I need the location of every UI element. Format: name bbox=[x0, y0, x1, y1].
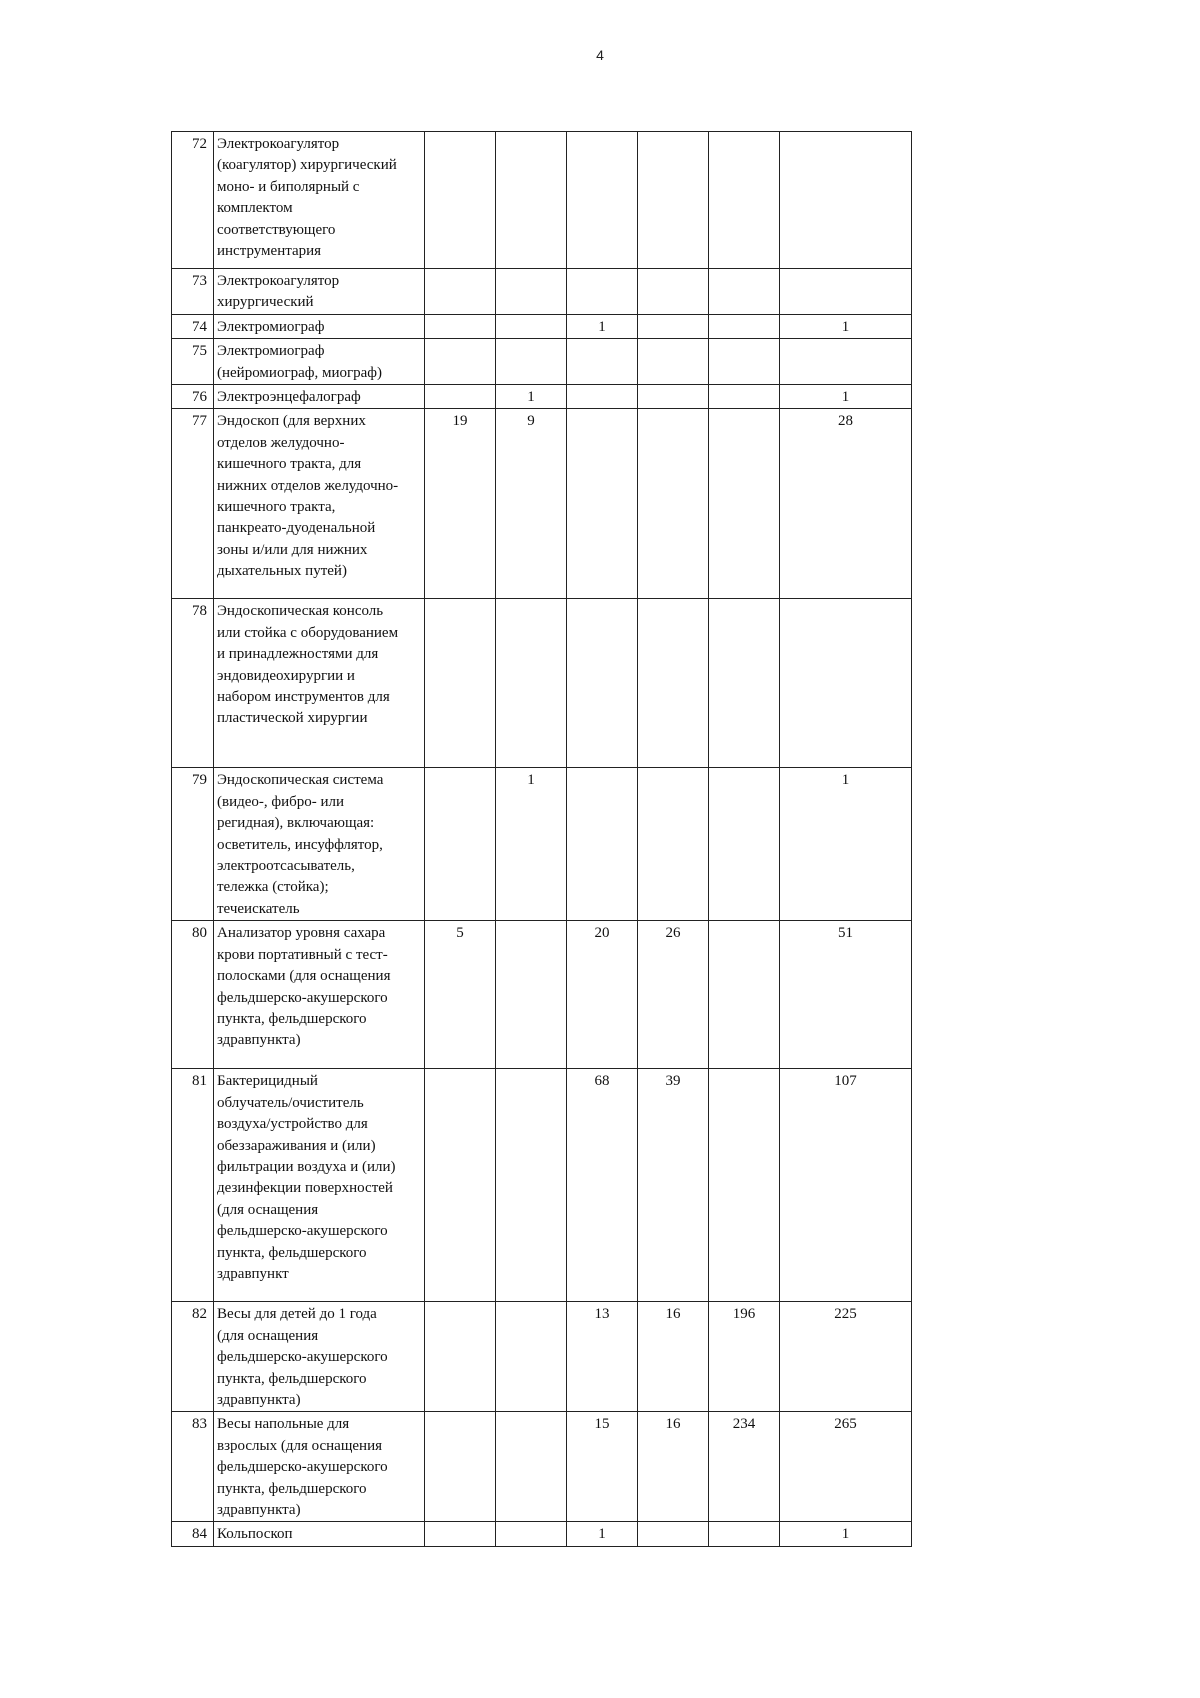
quantity-col-4 bbox=[638, 385, 709, 409]
quantity-col-3 bbox=[567, 385, 638, 409]
row-number: 74 bbox=[172, 314, 214, 338]
quantity-total bbox=[780, 269, 912, 315]
quantity-col-4 bbox=[638, 1522, 709, 1546]
quantity-col-2 bbox=[496, 339, 567, 385]
quantity-col-2 bbox=[496, 1069, 567, 1302]
quantity-col-5 bbox=[709, 339, 780, 385]
quantity-total: 51 bbox=[780, 921, 912, 1069]
quantity-col-4 bbox=[638, 132, 709, 269]
quantity-col-2 bbox=[496, 1522, 567, 1546]
quantity-total: 28 bbox=[780, 409, 912, 599]
quantity-col-3 bbox=[567, 269, 638, 315]
quantity-col-4 bbox=[638, 339, 709, 385]
equipment-table bbox=[171, 131, 912, 1547]
quantity-col-4: 39 bbox=[638, 1069, 709, 1302]
row-number: 76 bbox=[172, 385, 214, 409]
quantity-col-1 bbox=[425, 1302, 496, 1412]
table-row bbox=[172, 1412, 912, 1522]
quantity-col-5 bbox=[709, 921, 780, 1069]
page-number: 4 bbox=[596, 47, 604, 63]
quantity-col-3 bbox=[567, 339, 638, 385]
table-row bbox=[172, 269, 912, 315]
quantity-total: 1 bbox=[780, 1522, 912, 1546]
equipment-name: Эндоскопическая консоль или стойка с оборудованием и принадлежностями для эндовидеохирургии и набором инструментов для пластической хирургии bbox=[214, 599, 425, 768]
quantity-col-1 bbox=[425, 599, 496, 768]
quantity-total bbox=[780, 132, 912, 269]
quantity-col-5 bbox=[709, 132, 780, 269]
quantity-total: 1 bbox=[780, 314, 912, 338]
quantity-col-3 bbox=[567, 768, 638, 921]
quantity-total: 1 bbox=[780, 768, 912, 921]
table-row bbox=[172, 921, 912, 1069]
table-row bbox=[172, 339, 912, 385]
equipment-name: Эндоскоп (для верхних отделов желудочно- кишечного тракта, для нижних отделов желудочно- кишечного тракта, панкреато-дуоденальной зоны и/или для нижних дыхательных путей) bbox=[214, 409, 425, 599]
quantity-total bbox=[780, 599, 912, 768]
quantity-total bbox=[780, 339, 912, 385]
quantity-col-3 bbox=[567, 409, 638, 599]
quantity-col-2 bbox=[496, 921, 567, 1069]
equipment-name: Эндоскопическая система (видео-, фибро- или регидная), включающая: осветитель, инсуффлятор, электроотсасыватель, тележка (стойка); течеискатель bbox=[214, 768, 425, 921]
quantity-col-5 bbox=[709, 768, 780, 921]
quantity-col-4 bbox=[638, 409, 709, 599]
quantity-col-1 bbox=[425, 1069, 496, 1302]
quantity-col-2 bbox=[496, 314, 567, 338]
quantity-col-4 bbox=[638, 314, 709, 338]
quantity-col-5 bbox=[709, 385, 780, 409]
quantity-col-1 bbox=[425, 269, 496, 315]
quantity-col-1 bbox=[425, 339, 496, 385]
quantity-col-2: 9 bbox=[496, 409, 567, 599]
quantity-col-1: 5 bbox=[425, 921, 496, 1069]
row-number: 77 bbox=[172, 409, 214, 599]
quantity-col-3: 1 bbox=[567, 314, 638, 338]
equipment-name: Бактерицидный облучатель/очиститель воздуха/устройство для обеззараживания и (или) фильтрации воздуха и (или) дезинфекции поверхностей (для оснащения фельдшерско-акушерского пункта, фельдшерского здравпункт bbox=[214, 1069, 425, 1302]
row-number: 72 bbox=[172, 132, 214, 269]
equipment-name: Электроэнцефалограф bbox=[214, 385, 425, 409]
table-row bbox=[172, 385, 912, 409]
quantity-col-3: 13 bbox=[567, 1302, 638, 1412]
quantity-total: 225 bbox=[780, 1302, 912, 1412]
quantity-col-4 bbox=[638, 768, 709, 921]
quantity-col-4 bbox=[638, 599, 709, 768]
quantity-col-5: 196 bbox=[709, 1302, 780, 1412]
table-row bbox=[172, 314, 912, 338]
quantity-col-5 bbox=[709, 1069, 780, 1302]
quantity-col-1 bbox=[425, 385, 496, 409]
quantity-col-5 bbox=[709, 1522, 780, 1546]
row-number: 73 bbox=[172, 269, 214, 315]
quantity-total: 265 bbox=[780, 1412, 912, 1522]
quantity-col-5 bbox=[709, 409, 780, 599]
row-number: 75 bbox=[172, 339, 214, 385]
row-number: 79 bbox=[172, 768, 214, 921]
table-row bbox=[172, 599, 912, 768]
equipment-name: Электрокоагулятор хирургический bbox=[214, 269, 425, 315]
quantity-col-5: 234 bbox=[709, 1412, 780, 1522]
equipment-name: Электромиограф (нейромиограф, миограф) bbox=[214, 339, 425, 385]
quantity-col-1 bbox=[425, 768, 496, 921]
quantity-col-2 bbox=[496, 269, 567, 315]
equipment-name: Кольпоскоп bbox=[214, 1522, 425, 1546]
quantity-col-3: 68 bbox=[567, 1069, 638, 1302]
equipment-name: Анализатор уровня сахара крови портативный с тест- полосками (для оснащения фельдшерско-акушерского пункта, фельдшерского здравпункта) bbox=[214, 921, 425, 1069]
quantity-col-2 bbox=[496, 1302, 567, 1412]
row-number: 78 bbox=[172, 599, 214, 768]
table-row bbox=[172, 1522, 912, 1546]
row-number: 82 bbox=[172, 1302, 214, 1412]
quantity-col-3: 20 bbox=[567, 921, 638, 1069]
quantity-col-1 bbox=[425, 1522, 496, 1546]
quantity-col-5 bbox=[709, 269, 780, 315]
table-row bbox=[172, 409, 912, 599]
equipment-name: Весы для детей до 1 года (для оснащения фельдшерско-акушерского пункта, фельдшерского здравпункта) bbox=[214, 1302, 425, 1412]
quantity-col-1 bbox=[425, 314, 496, 338]
quantity-col-1 bbox=[425, 132, 496, 269]
quantity-total: 107 bbox=[780, 1069, 912, 1302]
quantity-col-5 bbox=[709, 314, 780, 338]
table-row bbox=[172, 1069, 912, 1302]
quantity-col-4 bbox=[638, 269, 709, 315]
quantity-col-2: 1 bbox=[496, 768, 567, 921]
quantity-col-4: 26 bbox=[638, 921, 709, 1069]
quantity-col-1 bbox=[425, 1412, 496, 1522]
quantity-col-2: 1 bbox=[496, 385, 567, 409]
equipment-name: Весы напольные для взрослых (для оснащения фельдшерско-акушерского пункта, фельдшерского здравпункта) bbox=[214, 1412, 425, 1522]
quantity-col-5 bbox=[709, 599, 780, 768]
table-row bbox=[172, 1302, 912, 1412]
table-row bbox=[172, 768, 912, 921]
quantity-total: 1 bbox=[780, 385, 912, 409]
quantity-col-1: 19 bbox=[425, 409, 496, 599]
row-number: 81 bbox=[172, 1069, 214, 1302]
quantity-col-4: 16 bbox=[638, 1412, 709, 1522]
quantity-col-2 bbox=[496, 132, 567, 269]
equipment-name: Электромиограф bbox=[214, 314, 425, 338]
table-row bbox=[172, 132, 912, 269]
quantity-col-3: 1 bbox=[567, 1522, 638, 1546]
quantity-col-3 bbox=[567, 132, 638, 269]
row-number: 80 bbox=[172, 921, 214, 1069]
quantity-col-3: 15 bbox=[567, 1412, 638, 1522]
row-number: 83 bbox=[172, 1412, 214, 1522]
quantity-col-2 bbox=[496, 599, 567, 768]
quantity-col-4: 16 bbox=[638, 1302, 709, 1412]
equipment-name: Электрокоагулятор (коагулятор) хирургический моно- и биполярный с комплектом соответствующего инструментария bbox=[214, 132, 425, 269]
row-number: 84 bbox=[172, 1522, 214, 1546]
quantity-col-3 bbox=[567, 599, 638, 768]
quantity-col-2 bbox=[496, 1412, 567, 1522]
